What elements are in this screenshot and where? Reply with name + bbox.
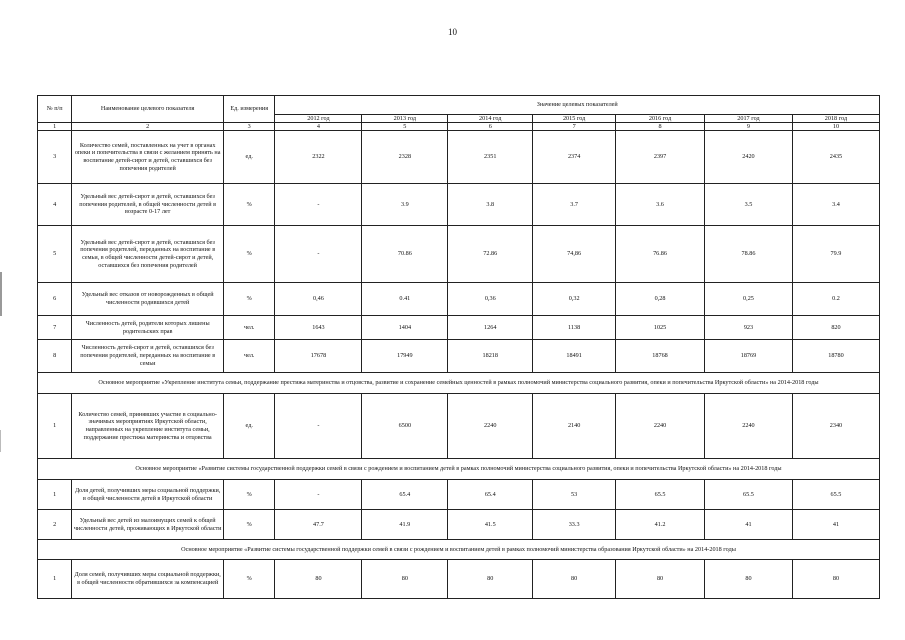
value-cell: 2240 [616,394,705,459]
value-cell: 80 [533,560,616,599]
unit: % [223,226,275,283]
value-cell: 3.8 [448,184,533,226]
value-cell: 47.7 [275,510,362,540]
column-number: 6 [448,123,533,131]
column-number: 3 [223,123,275,131]
value-cell: 65.4 [362,480,448,510]
value-cell: 0.2 [792,283,879,316]
value-cell: 80 [616,560,705,599]
value-cell: 80 [362,560,448,599]
value-cell: 2328 [362,131,448,184]
value-cell: 79.9 [792,226,879,283]
value-cell: 3.7 [533,184,616,226]
value-cell: 2435 [792,131,879,184]
indicator-name: Доля семей, получивших меры социальной поддержки, в общей численности обратившихся за компенсацией [72,560,224,599]
indicator-name: Удельный вес детей-сирот и детей, оставшихся без попечения родителей, в общей численности детей в возрасте 0-17 лет [72,184,224,226]
value-cell: 80 [448,560,533,599]
table-row [38,316,880,340]
value-cell: - [275,184,362,226]
unit: % [223,283,275,316]
table-row [38,510,880,540]
unit: % [223,480,275,510]
row-num: 7 [38,316,72,340]
value-cell: 2397 [616,131,705,184]
value-cell: 2340 [792,394,879,459]
section-title: Основное мероприятие «Укрепление института семьи, поддержание престижа материнства и отцовства, развитие и сохранение семейных ценностей в рамках полномочий министерства социального развития, опеки и попечительства Иркутской области» на 2014-2018 годы [38,373,880,394]
value-cell: 41 [792,510,879,540]
value-cell: 1404 [362,316,448,340]
unit: % [223,184,275,226]
indicator-name: Удельный вес детей из малоимущих семей к общей численности детей, проживающих в Иркутской области [72,510,224,540]
row-num: 8 [38,340,72,373]
header-year: 2015 год [533,115,616,123]
indicator-name: Численность детей-сирот и детей, оставшихся без попечения родителей, переданных на воспитание в семьи [72,340,224,373]
row-num: 6 [38,283,72,316]
indicator-name: Доля детей, получивших меры социальной поддержки, в общей численности детей в Иркутской области [72,480,224,510]
value-cell: 78.86 [705,226,793,283]
row-num: 2 [38,510,72,540]
value-cell: 2351 [448,131,533,184]
value-cell: 18768 [616,340,705,373]
section-row [38,373,880,394]
row-num: 1 [38,480,72,510]
scan-edge-mark [0,272,2,316]
indicator-name: Численность детей, родители которых лишены родительских прав [72,316,224,340]
unit: ед. [223,394,275,459]
value-cell: 3.4 [792,184,879,226]
value-cell: 2240 [448,394,533,459]
header-year: 2013 год [362,115,448,123]
value-cell: 80 [275,560,362,599]
indicator-name: Удельный вес отказов от новорожденных в общей численности родившихся детей [72,283,224,316]
value-cell: 41.2 [616,510,705,540]
value-cell: 17949 [362,340,448,373]
value-cell: 3.9 [362,184,448,226]
indicator-name: Количество семей, поставленных на учет в органах опеки и попечительства в связи с желанием принять на воспитание детей-сирот и детей, оставшихся без попечения родителей [72,131,224,184]
value-cell: 18218 [448,340,533,373]
value-cell: 2322 [275,131,362,184]
column-number: 8 [616,123,705,131]
value-cell: 1138 [533,316,616,340]
value-cell: 76.86 [616,226,705,283]
value-cell: 18769 [705,340,793,373]
unit: % [223,560,275,599]
header-year: 2018 год [792,115,879,123]
value-cell: 41.9 [362,510,448,540]
column-number: 9 [705,123,793,131]
page-number: 10 [448,27,457,37]
value-cell: 3.6 [616,184,705,226]
value-cell: 41.5 [448,510,533,540]
section-row [38,459,880,480]
header-year: 2017 год [705,115,793,123]
value-cell: 18491 [533,340,616,373]
value-cell: 2240 [705,394,793,459]
header-unit: Ед. измерения [223,96,275,123]
value-cell: 3.5 [705,184,793,226]
value-cell: 18780 [792,340,879,373]
value-cell: 0,32 [533,283,616,316]
row-num: 4 [38,184,72,226]
unit: % [223,510,275,540]
unit: чел. [223,316,275,340]
value-cell: 70.86 [362,226,448,283]
table-row [38,394,880,459]
value-cell: 65.5 [792,480,879,510]
value-cell: - [275,394,362,459]
table-row [38,480,880,510]
value-cell: - [275,226,362,283]
value-cell: - [275,480,362,510]
value-cell: 65.4 [448,480,533,510]
indicator-name: Удельный вес детей-сирот и детей, оставшихся без попечения родителей, переданных на воспитание в семьи, в общей численности детей-сирот и детей, оставшихся без попечения родителей [72,226,224,283]
table-row [38,226,880,283]
header-year: 2016 год [616,115,705,123]
row-num: 5 [38,226,72,283]
header-year: 2012 год [275,115,362,123]
value-cell: 2374 [533,131,616,184]
table-row [38,184,880,226]
value-cell: 923 [705,316,793,340]
value-cell: 820 [792,316,879,340]
value-cell: 74,86 [533,226,616,283]
table-row [38,560,880,599]
unit: чел. [223,340,275,373]
section-title: Основное мероприятие «Развитие системы государственной поддержки семей в связи с рождением и воспитанием детей в рамках полномочий министерства образования Иркутской области» на 2014-2018 годы [38,540,880,560]
value-cell: 1643 [275,316,362,340]
value-cell: 17678 [275,340,362,373]
scan-edge-mark [0,430,1,452]
value-cell: 65.5 [705,480,793,510]
column-number: 1 [38,123,72,131]
value-cell: 65.5 [616,480,705,510]
value-cell: 33.3 [533,510,616,540]
unit: ед. [223,131,275,184]
table-body [38,131,880,599]
indicators-table [37,95,880,599]
column-number: 4 [275,123,362,131]
value-cell: 1264 [448,316,533,340]
value-cell: 41 [705,510,793,540]
table-row [38,131,880,184]
column-number: 2 [72,123,224,131]
value-cell: 72.86 [448,226,533,283]
value-cell: 0.41 [362,283,448,316]
value-cell: 0,46 [275,283,362,316]
value-cell: 1025 [616,316,705,340]
row-num: 1 [38,394,72,459]
header-name: Наименование целевого показателя [72,96,224,123]
value-cell: 53 [533,480,616,510]
column-number: 7 [533,123,616,131]
value-cell: 2420 [705,131,793,184]
value-cell: 2140 [533,394,616,459]
row-num: 1 [38,560,72,599]
value-cell: 80 [705,560,793,599]
header-values-title: Значение целевых показателей [275,96,880,115]
section-title: Основное мероприятие «Развитие системы государственной поддержки семей в связи с рождением и воспитанием детей в рамках полномочий министерства социального развития, опеки и попечительства Иркутской области» на 2014-2018 годы [38,459,880,480]
value-cell: 0,28 [616,283,705,316]
column-number: 10 [792,123,879,131]
value-cell: 0,36 [448,283,533,316]
value-cell: 80 [792,560,879,599]
table-row [38,340,880,373]
column-number: 5 [362,123,448,131]
indicator-name: Количество семей, принявших участие в социально-значимых мероприятиях Иркутской области, направленных на укрепление института семьи, поддержание престижа материнства и отцовства [72,394,224,459]
value-cell: 6500 [362,394,448,459]
section-row [38,540,880,560]
header-year: 2014 год [448,115,533,123]
row-num: 3 [38,131,72,184]
value-cell: 0,25 [705,283,793,316]
header-num: № п/п [38,96,72,123]
table-row [38,283,880,316]
